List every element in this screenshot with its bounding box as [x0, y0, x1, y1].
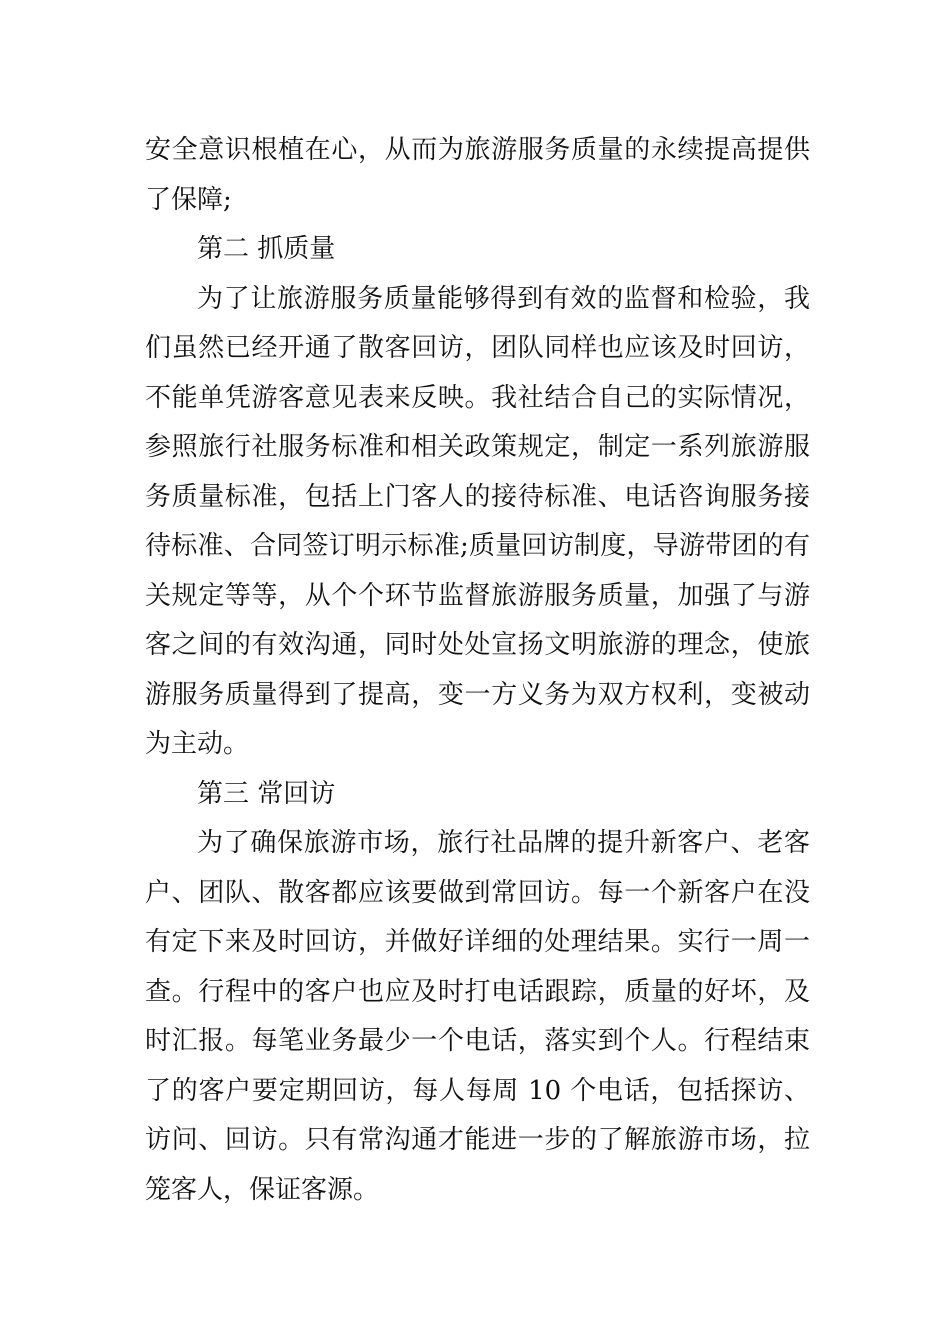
- section-heading-revisit: 第三 常回访: [197, 778, 336, 809]
- paragraph-revisit: 为了确保旅游市场，旅行社品牌的提升新客户、老客户、团队、散客都应该要做到常回访。每一个新客户在没有定下来及时回访，并做好详细的处理结果。实行一周一查。行程中的客户也应及时打电话跟踪，质量的好坏，及时汇报。每笔业务最少一个电话，落实到个人。行程结束了的客户要定期回访，每人每周 10 个电话，包括探访、访问、回访。只有常沟通才能进一步的了解旅游市场，拉笼客人，保证客源。: [145, 828, 810, 1205]
- section-heading-quality: 第二 抓质量: [197, 234, 336, 264]
- paragraph-quality: 为了让旅游服务质量能够得到有效的监督和检验，我们虽然已经开通了散客回访，团队同样也应该及时回访，不能单凭游客意见表来反映。我社结合自己的实际情况，参照旅行社服务标准和相关政策规定，制定一系列旅游服务质量标准，包括上门客人的接待标准、电话咨询服务接待标准、合同签订明示标准;质量回访制度，导游带团的有关规定等等，从个个环节监督旅游服务质量，加强了与游客之间的有效沟通，同时处处宣扬文明旅游的理念，使旅游服务质量得到了提高，变一方义务为双方权利，变被动为主动。: [145, 283, 810, 759]
- document-body: [145, 126, 810, 1215]
- paragraph-continuation: 安全意识根植在心，从而为旅游服务质量的永续提高提供了保障;: [145, 135, 810, 215]
